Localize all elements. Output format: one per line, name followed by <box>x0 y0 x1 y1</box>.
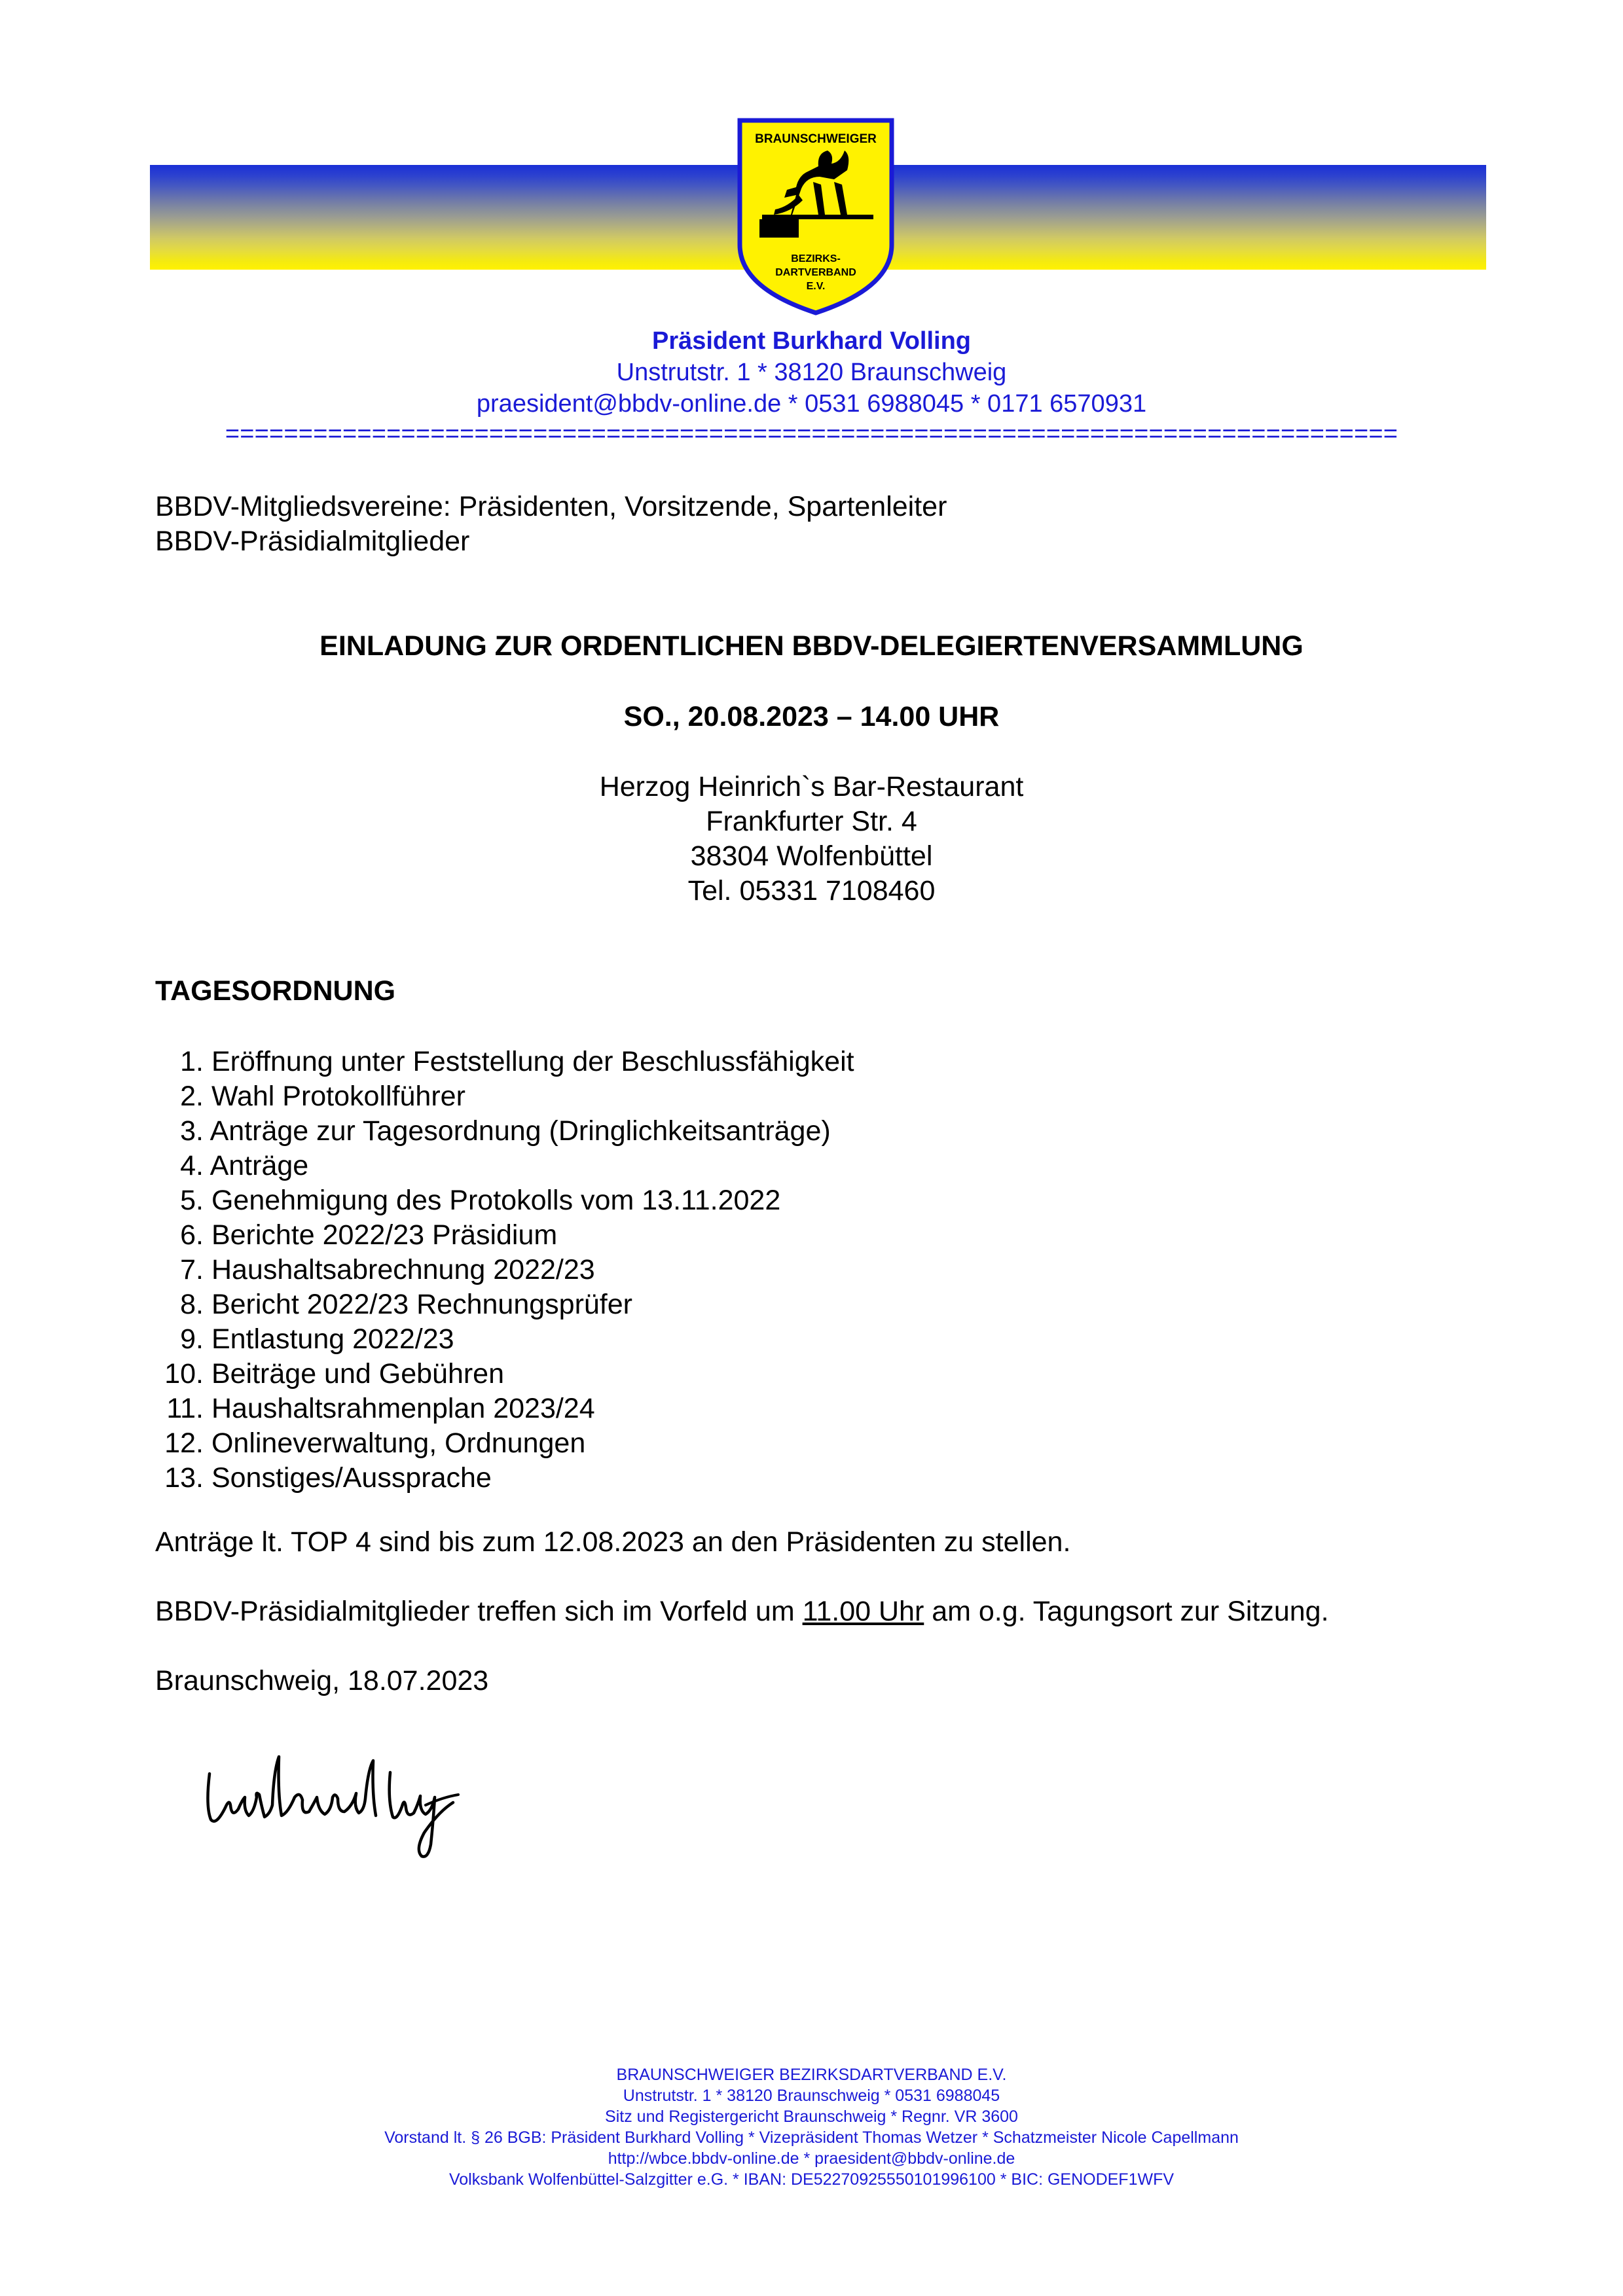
footer-line: Vorstand lt. § 26 BGB: Präsident Burkhard Volling * Vizepräsident Thomas Wetzer * Schatzmeister Nicole Capellmann <box>384 2128 1239 2147</box>
agenda-item-text: Entlastung 2022/23 <box>211 1323 454 1355</box>
header-rule: ================================================================================ <box>225 420 1398 448</box>
logo-top-text: BRAUNSCHWEIGER <box>755 132 877 146</box>
agenda-item <box>155 1426 854 1461</box>
agenda-heading: TAGESORDNUNG <box>155 975 396 1007</box>
agenda-item <box>155 1287 854 1322</box>
agenda-item-number: 9. <box>180 1323 204 1355</box>
venue-street: Frankfurter Str. 4 <box>706 806 917 837</box>
agenda-item <box>155 1218 854 1253</box>
agenda-item <box>155 1183 854 1218</box>
agenda-item-number: 1. <box>180 1046 204 1077</box>
agenda-item <box>155 1114 854 1149</box>
president-address: Unstrutstr. 1 * 38120 Braunschweig <box>616 359 1007 386</box>
logo-bottom-line1: BEZIRKS- <box>791 253 841 264</box>
agenda-item-number: 6. <box>180 1219 204 1251</box>
footer-line: Volksbank Wolfenbüttel-Salzgitter e.G. * IBAN: DE52270925550101996100 * BIC: GENODEF1WFV <box>448 2170 1175 2189</box>
agenda-item-number: 13. <box>164 1462 204 1494</box>
agenda-item-text: Sonstiges/Aussprache <box>211 1462 492 1494</box>
recipient-line: BBDV-Präsidialmitglieder <box>155 526 470 557</box>
logo-bottom-line3: E.V. <box>806 281 826 292</box>
footer-line: Unstrutstr. 1 * 38120 Braunschweig * 0531 6988045 <box>623 2087 1000 2105</box>
handwritten-signature <box>196 1734 498 1865</box>
venue-city: 38304 Wolfenbüttel <box>690 840 933 872</box>
agenda-item-number: 7. <box>180 1254 204 1285</box>
agenda-item-text: Haushaltsabrechnung 2022/23 <box>211 1254 595 1285</box>
agenda-item-text: Anträge <box>210 1150 309 1181</box>
praesidium-note-after: am o.g. Tagungsort zur Sitzung. <box>924 1596 1329 1627</box>
venue-name: Herzog Heinrich`s Bar-Restaurant <box>599 771 1024 802</box>
footer-line: BRAUNSCHWEIGER BEZIRKSDARTVERBAND E.V. <box>616 2066 1007 2084</box>
agenda-item-number: 3. <box>180 1115 204 1147</box>
meeting-datetime: SO., 20.08.2023 – 14.00 UHR <box>623 701 1000 732</box>
praesidium-meeting-time: 11.00 Uhr <box>802 1596 924 1627</box>
footer-line: Sitz und Registergericht Braunschweig * Regnr. VR 3600 <box>605 2108 1018 2126</box>
agenda-item-text: Onlineverwaltung, Ordnungen <box>211 1427 586 1459</box>
agenda-list <box>155 1045 854 1496</box>
place-and-date: Braunschweig, 18.07.2023 <box>155 1665 489 1696</box>
recipient-line: BBDV-Mitgliedsvereine: Präsidenten, Vorsitzende, Spartenleiter <box>155 491 947 522</box>
president-contact: praesident@bbdv-online.de * 0531 6988045 * 0171 6570931 <box>476 390 1147 418</box>
agenda-item <box>155 1045 854 1079</box>
venue-phone: Tel. 05331 7108460 <box>687 875 936 906</box>
bbdv-logo <box>736 117 896 317</box>
agenda-item-text: Anträge zur Tagesordnung (Dringlichkeitsanträge) <box>210 1115 831 1147</box>
agenda-item-text: Bericht 2022/23 Rechnungsprüfer <box>211 1289 632 1320</box>
agenda-item <box>155 1391 854 1426</box>
agenda-item-number: 2. <box>180 1081 204 1112</box>
agenda-item-text: Eröffnung unter Feststellung der Beschlussfähigkeit <box>211 1046 854 1077</box>
praesidium-note-before: BBDV-Präsidialmitglieder treffen sich im Vorfeld um <box>155 1596 803 1627</box>
agenda-item <box>155 1322 854 1357</box>
agenda-item-text: Haushaltsrahmenplan 2023/24 <box>211 1393 595 1424</box>
antraege-note: Anträge lt. TOP 4 sind bis zum 12.08.2023 an den Präsidenten zu stellen. <box>155 1526 1071 1558</box>
logo-bottom-line2: DARTVERBAND <box>775 267 856 278</box>
footer-line: http://wbce.bbdv-online.de * praesident@bbdv-online.de <box>608 2149 1015 2168</box>
agenda-item-text: Beiträge und Gebühren <box>211 1358 505 1390</box>
agenda-item <box>155 1357 854 1391</box>
agenda-item-number: 12. <box>164 1427 204 1459</box>
document-title: EINLADUNG ZUR ORDENTLICHEN BBDV-DELEGIERTENVERSAMMLUNG <box>319 630 1304 662</box>
agenda-item <box>155 1253 854 1287</box>
agenda-item <box>155 1149 854 1183</box>
agenda-item-text: Berichte 2022/23 Präsidium <box>211 1219 558 1251</box>
agenda-item-number: 5. <box>180 1185 204 1216</box>
agenda-item <box>155 1079 854 1114</box>
agenda-item-number: 4. <box>180 1150 204 1181</box>
president-name: Präsident Burkhard Volling <box>651 327 972 355</box>
agenda-item-number: 8. <box>180 1289 204 1320</box>
agenda-item-text: Genehmigung des Protokolls vom 13.11.2022 <box>211 1185 781 1216</box>
agenda-item-text: Wahl Protokollführer <box>211 1081 465 1112</box>
agenda-item-number: 10. <box>164 1358 204 1390</box>
praesidium-note <box>155 1596 1329 1628</box>
agenda-item <box>155 1461 854 1496</box>
agenda-item-number: 11. <box>166 1393 204 1424</box>
